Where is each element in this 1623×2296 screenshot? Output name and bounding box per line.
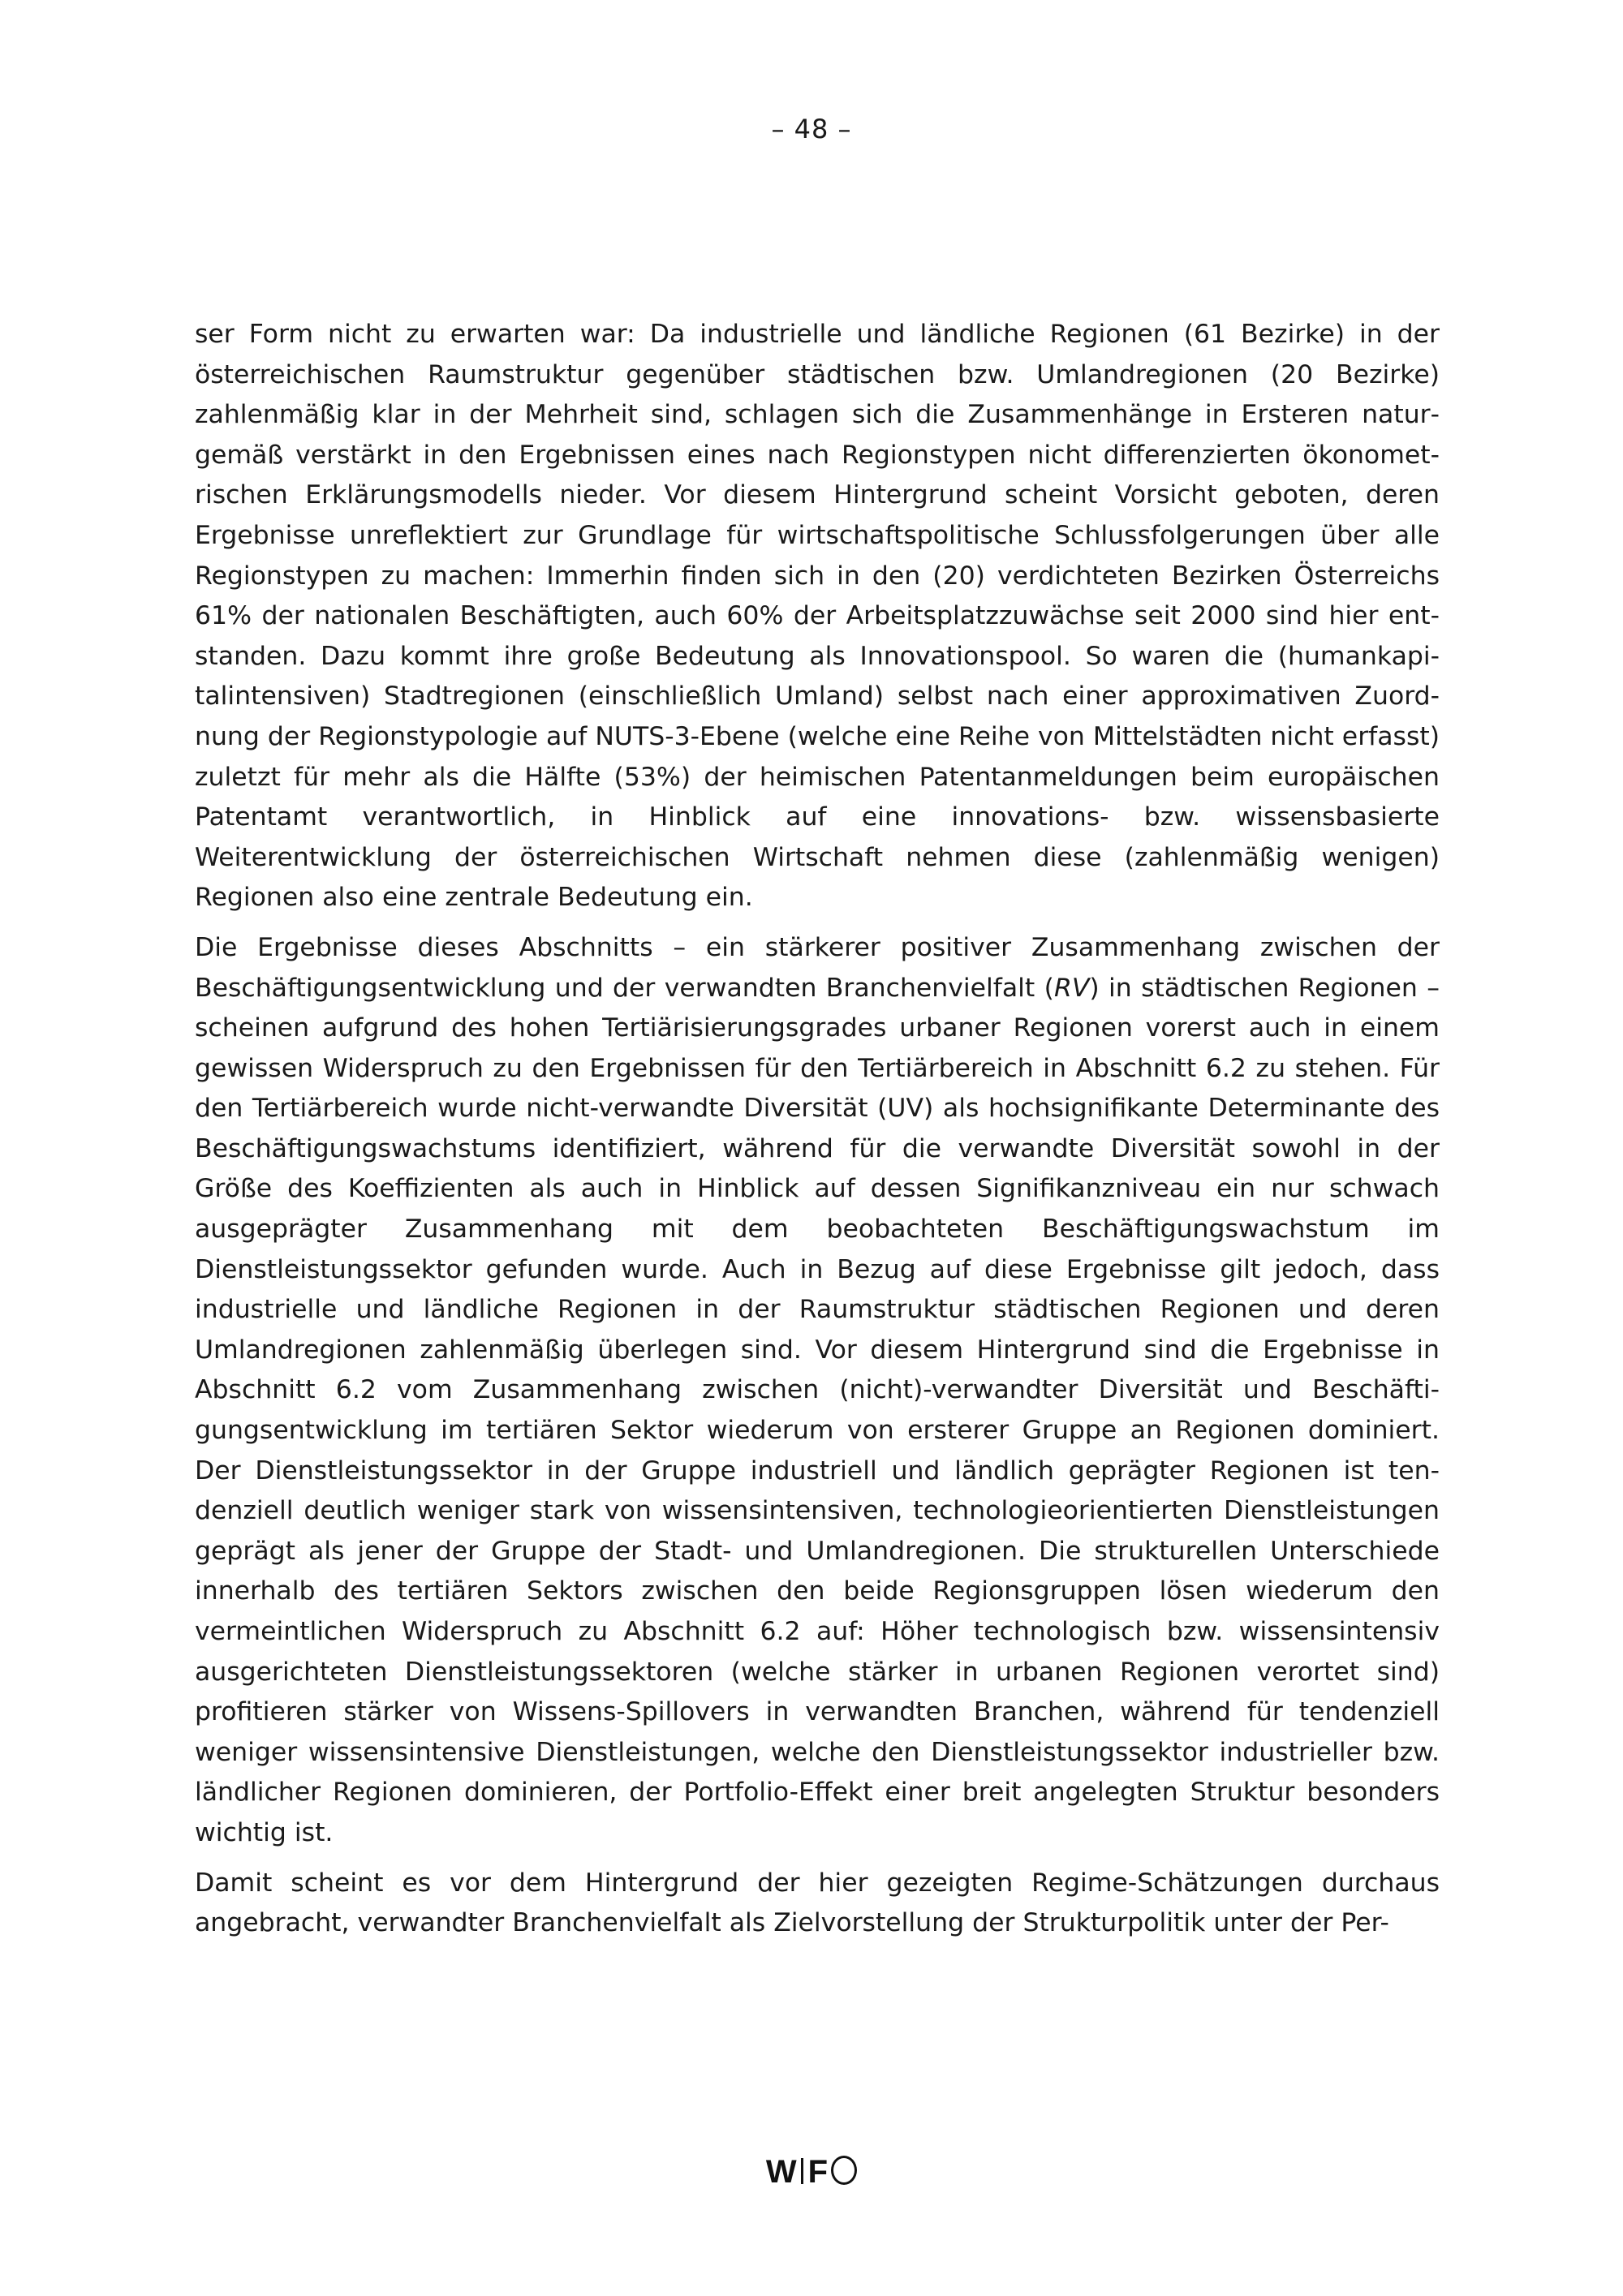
paragraph-3: Damit scheint es vor dem Hintergrund der hier gezeigten Regime-Schätzungen durchaus angebracht, verwandter Branchenvielfalt als Zielvorstellung der Strukturpolitik unter der Per- xyxy=(195,1868,1440,1938)
paragraph-2-part-1: Die Ergebnisse dieses Abschnitts – ein stärkerer positiver Zusammenhang zwischen der Beschäftigungsentwicklung und der verwandten Branchenvielfalt ( xyxy=(195,932,1440,1003)
logo-letter-w: W xyxy=(765,2154,798,2190)
paragraph-2-part-2: ) in städtischen Regionen – scheinen aufgrund des hohen Tertiärisierungsgrades urbaner Regionen vorerst auch in einem gewissen Widerspruch zu den Ergebnissen für den Tertiärbereich in Abschnitt 6.2 zu stehen. Für den Tertiärbereich wurde nicht-verwandte Diversität (UV) als hochsignifikante Determinante des Beschäftigungswachstums identifiziert, während für die verwandte Diversität sowohl in der Größe des Koeffizienten als auch in Hinblick auf dessen Signifikanzniveau ein nur schwach ausgeprägter Zusammenhang mit dem beobachteten Beschäftigungswachstum im Dienstleistungssektor gefunden wurde. Auch in Bezug auf diese Ergebnisse gilt jedoch, dass industrielle und ländliche Regionen in der Raumstruktur städtischen Regionen und deren Umlandregionen zahlenmäßig überlegen sind. Vor diesem Hintergrund sind die Ergebnisse in Abschnitt 6.2 vom Zusammenhang zwischen (nicht)-verwandter Diversität und Beschäftigungsentwicklung im tertiären Sektor wiederum von ersterer Gruppe an Regionen dominiert. Der Dienstleistungssektor in der Gruppe industriell und ländlich geprägter Regionen ist tendenziell deutlich weniger stark von wissensintensiven, technologieorientierten Dienstleistungen geprägt als jener der Gruppe der Stadt- und Umlandregionen. Die strukturellen Unterschiede innerhalb des tertiären Sektors zwischen den beide Regionsgruppen lösen wiederum den vermeintlichen Widerspruch zu Abschnitt 6.2 auf: Höher technologisch bzw. wissensintensiv ausgerichteten Dienstleistungssektoren (welche stärker in urbanen Regionen verortet sind) profitieren stärker von Wissens-Spillovers in verwandten Branchen, während für tendenziell weniger wissensintensive Dienstleistungen, welche den Dienstleistungssektor industrieller bzw. ländlicher Regionen dominieren, der Portfolio-Effekt einer breit angelegten Struktur besonders wichtig ist. xyxy=(195,973,1440,1847)
logo-letter-f: F xyxy=(807,2154,829,2190)
paragraph-2-emphasis: RV xyxy=(1053,973,1090,1003)
wifo-logo xyxy=(0,2154,1623,2191)
logo-bar-icon xyxy=(801,2158,803,2184)
logo-ring-icon xyxy=(831,2156,857,2185)
page-number: – 48 – xyxy=(771,114,852,144)
paragraph-1: ser Form nicht zu erwarten war: Da industrielle und ländliche Regionen (61 Bezirke) in der österreichischen Raumstruktur gegenüber städtischen bzw. Umlandregionen (20 Bezirke) zahlenmäßig klar in der Mehrheit sind, schlagen sich die Zusammenhänge in Ersteren naturgemäß verstärkt in den Ergebnissen eines nach Regionstypen nicht differenzierten ökonometrischen Erklärungsmodells nieder. Vor diesem Hintergrund scheint Vorsicht geboten, deren Ergebnisse unreflektiert zur Grundlage für wirtschaftspolitische Schlussfolgerungen über alle Regionstypen zu machen: Immerhin finden sich in den (20) verdichteten Bezirken Österreichs 61% der nationalen Beschäftigten, auch 60% der Arbeitsplatzzuwächse seit 2000 sind hier entstanden. Dazu kommt ihre große Bedeutung als Innovationspool. So waren die (humankapitalintensiven) Stadtregionen (einschließlich Umland) selbst nach einer approximativen Zuordnung der Regionstypologie auf NUTS-3-Ebene (welche eine Reihe von Mittelstädten nicht erfasst) zuletzt für mehr als die Hälfte (53%) der heimischen Patentanmeldungen beim europäischen Patentamt verantwortlich, in Hinblick auf eine innovations- bzw. wissensbasierte Weiterentwicklung der österreichischen Wirtschaft nehmen diese (zahlenmäßig wenigen) Regionen also eine zentrale Bedeutung ein. xyxy=(195,320,1440,913)
paragraph-2 xyxy=(195,928,1440,1854)
body-text xyxy=(195,315,1440,1954)
